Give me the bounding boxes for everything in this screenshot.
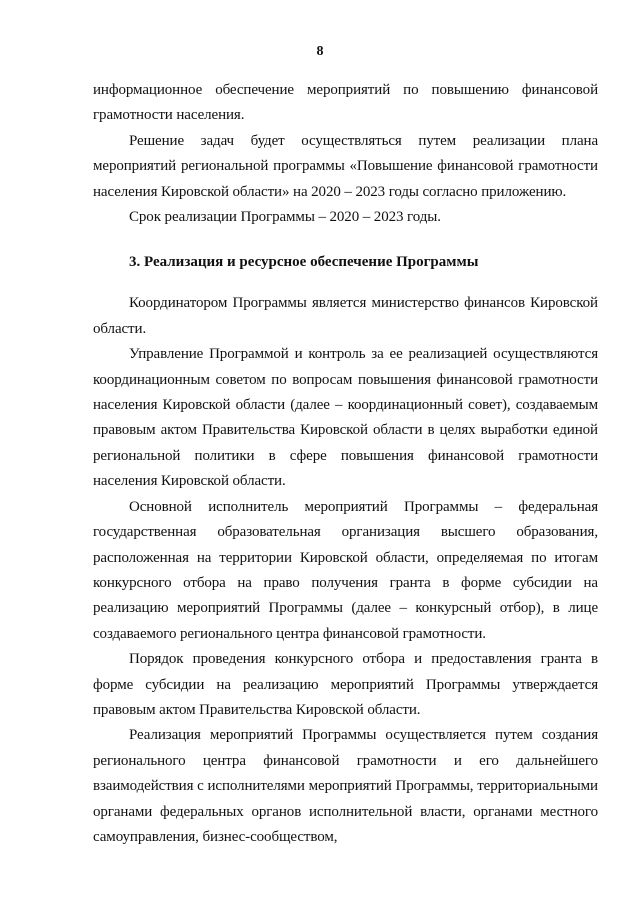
- paragraph-coordinator: Координатором Программы является министерство финансов Кировской области.: [93, 295, 598, 337]
- paragraph-implementation: Реализация мероприятий Программы осуществляется путем создания регионального центра финансовой грамотности и его дальнейшего взаимодействия с исполнителями мероприятий Программы, территориальными органами федеральных органов исполнительной власти, органами местного самоуправления, бизнес-сообществом,: [93, 727, 598, 845]
- document-body: [93, 78, 598, 850]
- paragraph-intro-3: Срок реализации Программы – 2020 – 2023 годы.: [129, 209, 441, 226]
- section-heading: 3. Реализация и ресурсное обеспечение Программы: [129, 254, 479, 271]
- paragraph-executor: Основной исполнитель мероприятий Программы – федеральная государственная образовательная организация высшего образования, расположенная на территории Кировской области, определяемая по итогам конкурсного отбора на право получения гранта в форме субсидии на реализацию мероприятий Программы (далее – конкурсный отбор), в лице создаваемого регионального центра финансовой грамотности.: [93, 498, 598, 642]
- page-number: 8: [316, 44, 324, 59]
- paragraph-management: Управление Программой и контроль за ее реализацией осуществляются координационным советом по вопросам повышения финансовой грамотности населения Кировской области (далее – координационный совет), создаваемым правовым актом Правительства Кировской области в целях выработки единой региональной политики в сфере повышения финансовой грамотности населения Кировской области.: [93, 346, 598, 490]
- paragraph-intro-1: информационное обеспечение мероприятий по повышению финансовой грамотности населения.: [93, 82, 598, 124]
- paragraph-intro-2: Решение задач будет осуществляться путем реализации плана мероприятий региональной программы «Повышение финансовой грамотности населения Кировской области» на 2020 – 2023 годы согласно приложению.: [93, 132, 598, 200]
- paragraph-procedure: Порядок проведения конкурсного отбора и предоставления гранта в форме субсидии на реализацию мероприятий Программы утверждается правовым актом Правительства Кировской области.: [93, 651, 598, 718]
